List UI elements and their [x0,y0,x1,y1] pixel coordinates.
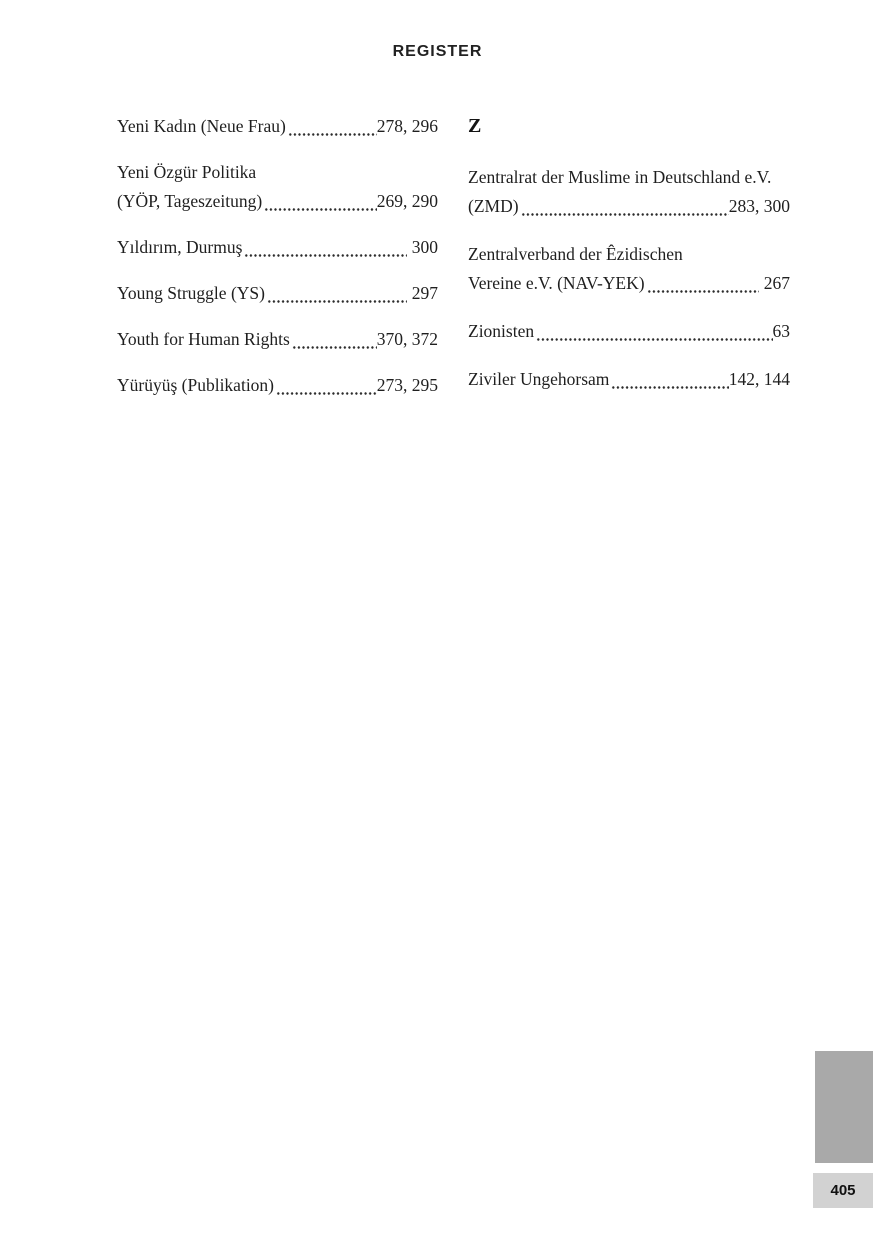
index-entry [117,233,438,262]
index-entry-row [468,269,790,298]
thumb-index-block [815,1051,873,1163]
index-entry-row [117,371,438,400]
index-entry [117,112,438,141]
index-term: Ziviler Ungehorsam [468,369,610,389]
dot-leader [288,112,377,141]
index-entry [117,371,438,400]
index-entry-row [117,187,438,216]
index-entry-row [468,192,790,221]
index-entry-row [117,112,438,141]
index-pages: 273, 295 [376,375,438,395]
index-entry-row [117,233,438,262]
index-term-line1: Zentralrat der Muslime in Deutschland e.V. [468,167,772,187]
dot-leader [611,365,728,394]
index-pages: 370, 372 [376,329,438,349]
index-term-line1: Yeni Özgür Politika [117,162,257,182]
index-pages: 283, 300 [728,196,790,216]
index-columns [117,112,790,417]
index-entry [117,158,438,216]
dot-leader [292,325,377,354]
dot-leader [244,233,407,262]
index-term: Young Struggle (YS) [117,283,265,303]
index-pages: 267 [759,273,790,293]
dot-leader [264,187,377,216]
page-number: 405 [830,1182,856,1199]
index-term: Vereine e.V. (NAV-YEK) [468,273,645,293]
index-term: Yürüyüş (Publikation) [117,375,275,395]
dot-leader [647,269,760,298]
index-term-line1: Zentralverband der Êzidischen [468,244,683,264]
index-entry [117,279,438,308]
index-entry [117,325,438,354]
index-pages: 278, 296 [376,116,438,136]
index-term: Yeni Kadın (Neue Frau) [117,116,286,136]
dot-leader [521,192,729,221]
index-entry-row [468,365,790,394]
index-term: (ZMD) [468,196,519,216]
index-pages: 142, 144 [728,369,790,389]
dot-leader [267,279,407,308]
index-entry-row [468,317,790,346]
dot-leader [276,371,377,400]
index-pages: 300 [407,237,438,257]
page-number-tab [813,1173,873,1208]
index-entry-row [117,279,438,308]
index-term: Zionisten [468,321,535,341]
index-entry [468,365,790,394]
index-entry [468,240,790,298]
index-column-right [468,112,790,417]
dot-leader [536,317,772,346]
index-entry [468,163,790,221]
index-term: Youth for Human Rights [117,329,290,349]
index-pages: 269, 290 [376,191,438,211]
running-head: REGISTER [392,43,483,60]
index-pages: 297 [407,283,438,303]
index-entry-row [117,325,438,354]
index-column-left [117,112,438,417]
index-pages: 63 [772,321,790,341]
index-term: (YÖP, Tageszeitung) [117,191,263,211]
index-entry [468,317,790,346]
section-letter-z: Z [468,115,482,137]
index-term: Yıldırım, Durmuş [117,237,243,257]
